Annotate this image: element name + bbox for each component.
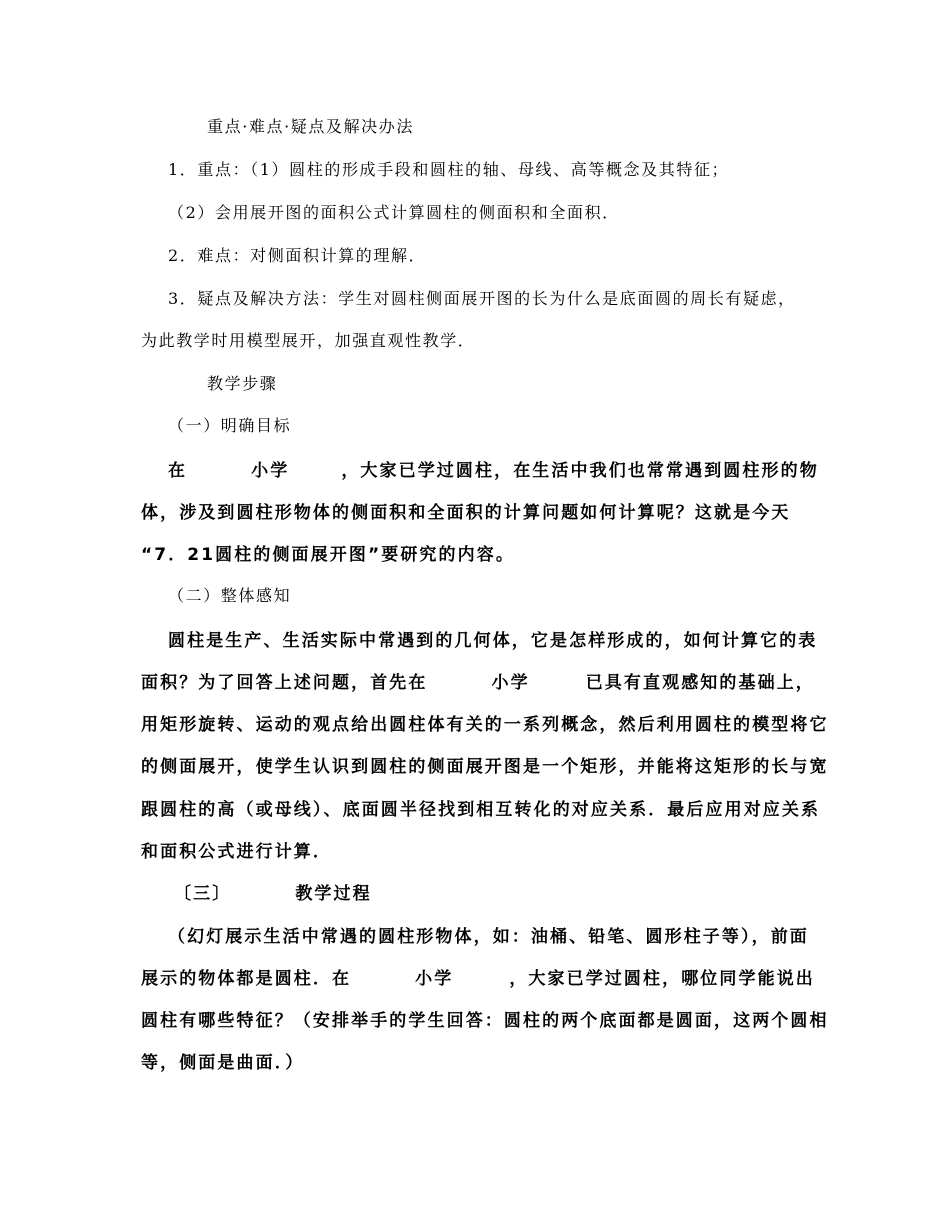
text-segment: 小学 — [491, 673, 530, 693]
text-segment: 小学 — [251, 461, 290, 481]
heading-teaching-steps: 教学步骤 — [207, 374, 278, 393]
section-2-line-5: 跟圆柱的高（或母线）、底面圆半径找到相互转化的对应关系．最后应用对应关系 — [141, 800, 821, 820]
section-3-label: 教学过程 — [295, 884, 372, 904]
section-2-line-3: 用矩形旋转、运动的观点给出圆柱体有关的一系列概念，然后利用圆柱的模型将它 — [141, 715, 829, 735]
section-2-title: （二）整体感知 — [168, 586, 292, 605]
text-segment: 小学 — [415, 969, 454, 989]
section-3-line-4: 等，侧面是曲面．） — [141, 1053, 305, 1073]
text-segment: 在 — [168, 461, 188, 481]
paragraph-doubts-1: 3．疑点及解决方法：学生对圆柱侧面展开图的长为什么是底面圆的周长有疑虑， — [168, 289, 796, 308]
section-1-line-3: “7．21圆柱的侧面展开图”要研究的内容。 — [141, 545, 515, 565]
paragraph-key-points-1: 1．重点：（1）圆柱的形成手段和圆柱的轴、母线、高等概念及其特征； — [168, 160, 730, 179]
section-3-line-2 — [141, 964, 815, 989]
section-2-line-2 — [141, 668, 815, 693]
section-3-number: 〔三〕 — [174, 884, 232, 904]
text-segment: 面积？为了回答上述问题，首先在 — [141, 673, 428, 693]
section-3-line-1: （幻灯展示生活中常遇的圆柱形物体，如：油桶、铅笔、圆形柱子等），前面 — [168, 927, 809, 947]
text-segment: 展示的物体都是圆柱．在 — [141, 969, 352, 989]
section-1-line-2: 体，涉及到圆柱形物体的侧面积和全面积的计算问题如何计算呢？这就是今天 — [141, 503, 791, 523]
section-1-line-1 — [168, 456, 819, 481]
paragraph-difficulty: 2．难点：对侧面积计算的理解． — [168, 246, 427, 265]
section-1-title: （一）明确目标 — [168, 416, 292, 435]
paragraph-key-points-2: （2）会用展开图的面积公式计算圆柱的侧面积和全面积． — [168, 203, 620, 222]
text-segment: ，大家已学过圆柱，哪位同学能说出 — [509, 969, 815, 989]
section-2-line-4: 的侧面展开，使学生认识到圆柱的侧面展开图是一个矩形，并能将这矩形的长与宽 — [141, 757, 829, 777]
section-3-line-3: 圆柱有哪些特征？（安排举手的学生回答：圆柱的两个底面都是圆面，这两个圆相 — [141, 1011, 829, 1031]
paragraph-doubts-2: 为此教学时用模型展开，加强直观性教学． — [141, 331, 476, 350]
section-3-title — [174, 879, 372, 904]
section-2-line-1: 圆柱是生产、生活实际中常遇到的几何体，它是怎样形成的，如何计算它的表 — [168, 631, 818, 651]
section-2-line-6: 和面积公式进行计算． — [141, 842, 332, 862]
heading-key-points: 重点·难点·疑点及解决办法 — [207, 117, 414, 136]
text-segment: ，大家已学过圆柱，在生活中我们也常常遇到圆柱形的物 — [341, 461, 819, 481]
text-segment: 已具有直观感知的基础上， — [585, 673, 815, 693]
